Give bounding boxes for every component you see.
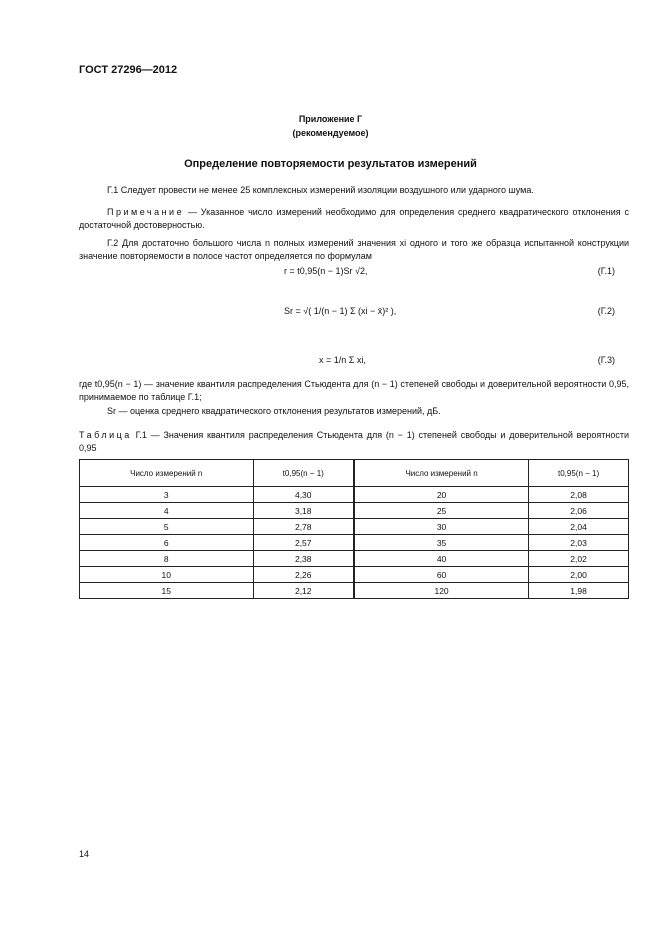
table-cell: 6 (80, 535, 254, 551)
section-title: Определение повторяемости результатов измерений (184, 158, 477, 170)
table-row (80, 503, 629, 519)
formula-number: (Г.3) (597, 355, 615, 365)
note-text: — Указанное число измерений необходимо для определения среднего квадратического отклонения с достаточной достоверностью. (79, 207, 629, 230)
header-cell: t0,95(n − 1) (253, 460, 354, 487)
table-cell: 2,00 (529, 567, 629, 583)
table-cell: 3,18 (253, 503, 354, 519)
appendix-title: Приложение Г (298, 114, 363, 124)
table-row (80, 519, 629, 535)
table-row (80, 583, 629, 599)
header-cell: t0,95(n − 1) (529, 460, 629, 487)
table-cell: 2,38 (253, 551, 354, 567)
appendix-subtitle: (рекомендуемое) (292, 128, 369, 138)
formula-text: Sr = √( 1/(n − 1) Σ (xi − x̄)² ), (284, 306, 397, 316)
table-cell: 40 (354, 551, 529, 567)
table-cell: 10 (80, 567, 254, 583)
table-caption (79, 429, 629, 455)
table-row (80, 535, 629, 551)
table-caption-text: Г.1 — Значения квантиля распределения Стьюдента для (n − 1) степеней свободы и доверительной вероятности 0,95 (79, 430, 629, 453)
formula-text: x = 1/n Σ xi, (319, 355, 366, 365)
formula-number: (Г.2) (597, 306, 615, 316)
table-cell: 2,78 (253, 519, 354, 535)
table-cell: 25 (354, 503, 529, 519)
table-cell: 2,03 (529, 535, 629, 551)
where-clause-2: Sr — оценка среднего квадратического отклонения результатов измерений, дБ. (107, 406, 441, 416)
table-cell: 2,06 (529, 503, 629, 519)
table-cell: 2,08 (529, 487, 629, 503)
paragraph-g2: Г.2 Для достаточно большого числа n полных измерений значения xi одного и того же образца испытанной конструкции значение повторяемости в полосе частот определяется по формулам (79, 238, 629, 261)
table-label: Таблица (79, 430, 132, 440)
table-cell: 4 (80, 503, 254, 519)
note (79, 206, 629, 232)
header-cell: Число измерений n (354, 460, 529, 487)
table-cell: 8 (80, 551, 254, 567)
page-number: 14 (79, 849, 90, 859)
header-cell: Число измерений n (80, 460, 254, 487)
note-label: Примечание (107, 207, 185, 217)
table-cell: 3 (80, 487, 254, 503)
table-header-row (80, 460, 629, 487)
table-row (80, 487, 629, 503)
table-cell: 30 (354, 519, 529, 535)
table-cell: 60 (354, 567, 529, 583)
paragraph-g1: Г.1 Следует провести не менее 25 комплексных измерений изоляции воздушного или ударного шума. (107, 185, 534, 195)
table-cell: 1,98 (529, 583, 629, 599)
table-cell: 2,26 (253, 567, 354, 583)
table-row (80, 567, 629, 583)
table-cell: 2,57 (253, 535, 354, 551)
table-cell: 120 (354, 583, 529, 599)
table-cell: 5 (80, 519, 254, 535)
table-cell: 2,04 (529, 519, 629, 535)
table-cell: 20 (354, 487, 529, 503)
formula-number: (Г.1) (597, 266, 615, 276)
table-cell: 2,02 (529, 551, 629, 567)
document-header: ГОСТ 27296—2012 (79, 64, 178, 76)
table-row (80, 551, 629, 567)
student-quantile-table (79, 459, 629, 599)
where-clause-1: где t0,95(n − 1) — значение квантиля распределения Стьюдента для (n − 1) степеней свободы и доверительной вероятности 0,95, принимаемое по таблице Г.1; (79, 379, 629, 402)
table-cell: 35 (354, 535, 529, 551)
table-cell: 4,30 (253, 487, 354, 503)
formula-text: r = t0,95(n − 1)Sr √2, (284, 266, 368, 276)
table-cell: 2,12 (253, 583, 354, 599)
table-cell: 15 (80, 583, 254, 599)
